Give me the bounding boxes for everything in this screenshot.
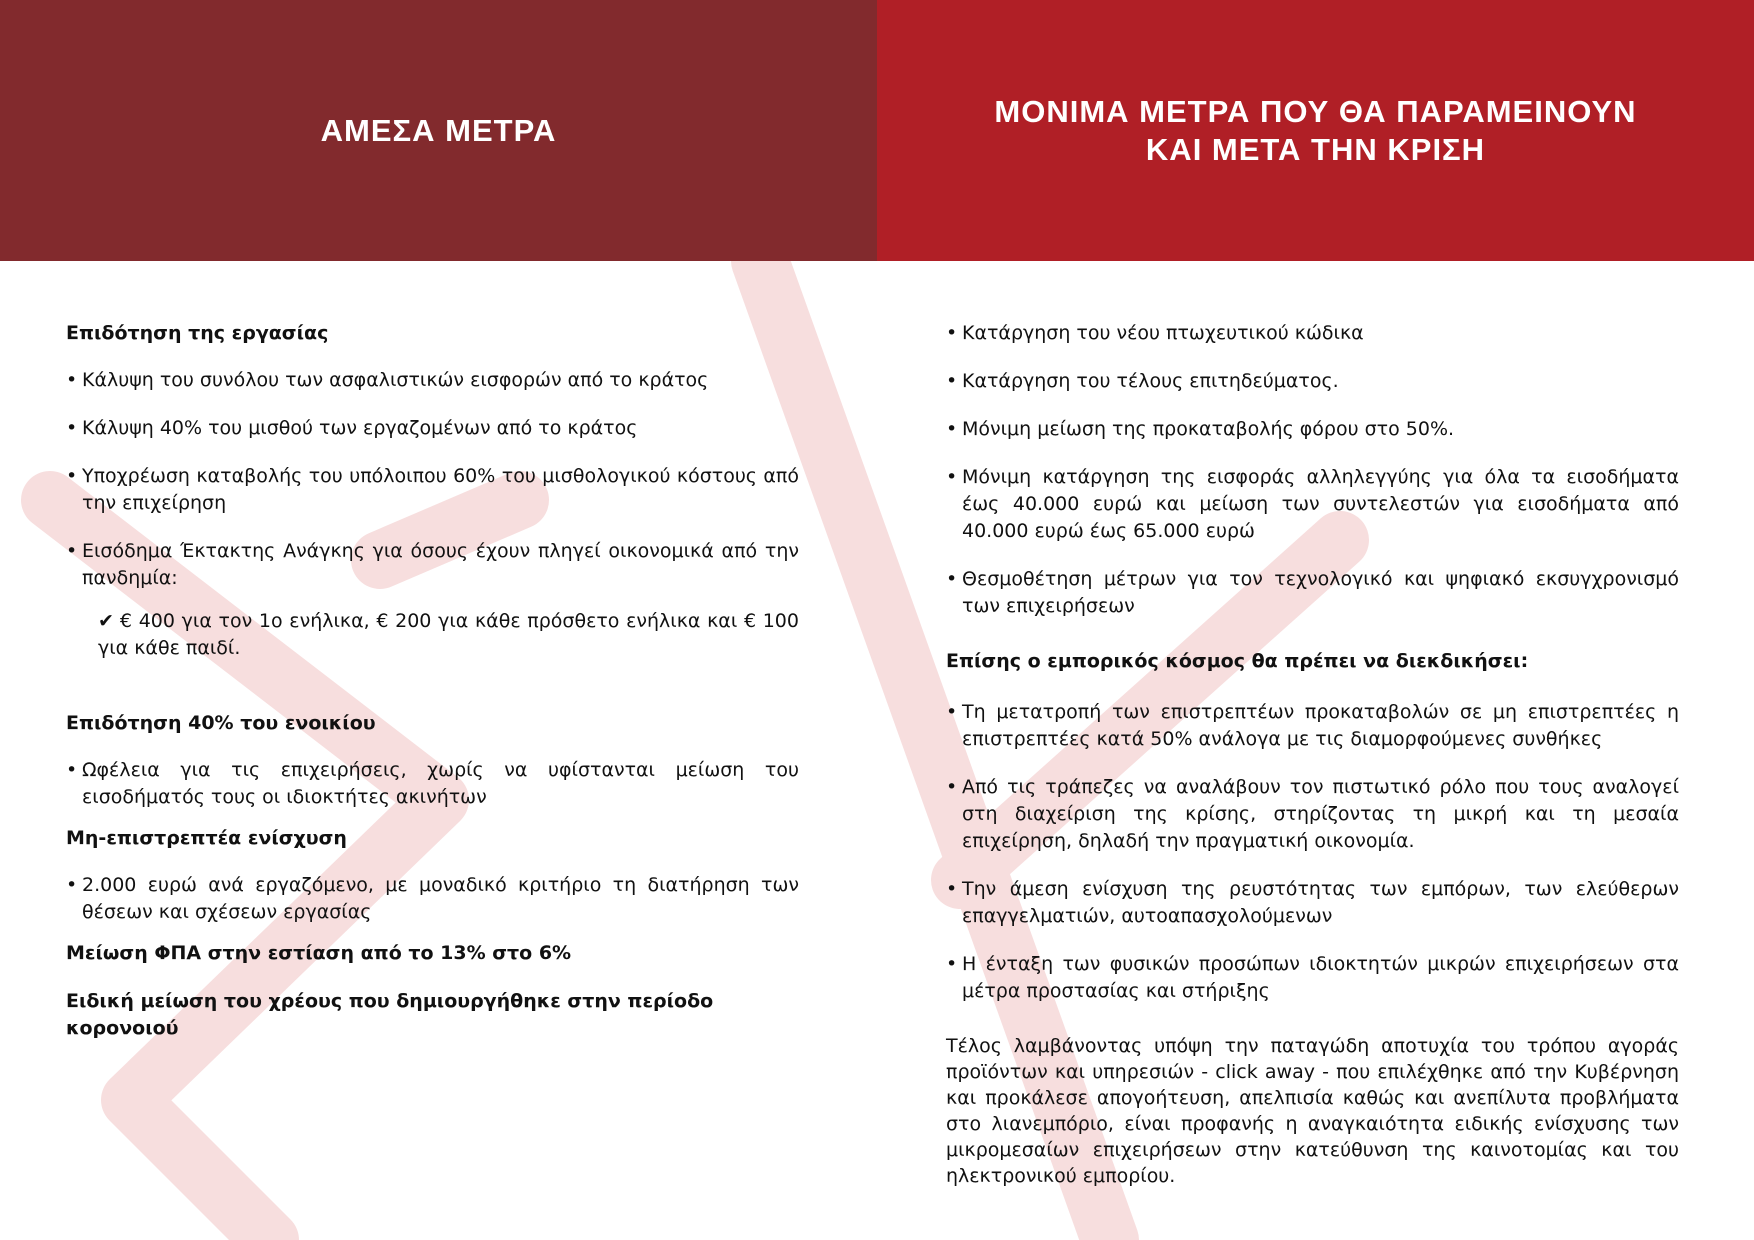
header-left [0,0,877,261]
list-item: • Η ένταξη των φυσικών προσώπων ιδιοκτητών μικρών επιχειρήσεων στα μέτρα προστασίας και στήριξης [946,951,1679,1005]
list-item: • Θεσμοθέτηση μέτρων για τον τεχνολογικό και ψηφιακό εκσυγχρονισμό των επιχειρήσεων [946,566,1679,620]
list-item: • Μόνιμη κατάργηση της εισφοράς αλληλεγγύης για όλα τα εισοδήματα έως 40.000 ευρώ και μείωση των συντελεστών για εισοδήματα από 40.000 ευρώ έως 65.000 ευρώ [946,464,1679,545]
list-item: • Την άμεση ενίσχυση της ρευστότητας των εμπόρων, των ελεύθερων επαγγελματιών, αυτοαπασχολούμενων [946,876,1679,930]
list-item: • Κατάργηση του νέου πτωχευτικού κώδικα [946,320,1679,347]
list-item: • Από τις τράπεζες να αναλάβουν τον πιστωτικό ρόλο που τους αναλογεί στη διαχείριση της κρίσης, στηρίζοντας τη μικρή και τη μεσαία επιχείρηση, δηλαδή την πραγματική οικονομία. [946,774,1679,855]
list-item: • Κάλυψη του συνόλου των ασφαλιστικών εισφορών από το κράτος [66,367,799,394]
right-column [946,320,1679,1189]
left-column [66,320,799,1062]
list-item: • Υποχρέωση καταβολής του υπόλοιπου 60% του μισθολογικού κόστους από την επιχείρηση [66,463,799,517]
check-item-text: € 400 για τον 1ο ενήλικα, € 200 για κάθε πρόσθετο ενήλικα και € 100 για κάθε παιδί. [98,610,799,659]
list-item: • Εισόδημα Έκτακτης Ανάγκης για όσους έχουν πληγεί οικονομικά από την πανδημία: [66,538,799,592]
right-header-title [994,93,1636,169]
closing-paragraph: Τέλος λαμβάνοντας υπόψη την παταγώδη αποτυχία του τρόπου αγοράς προϊόντων και υπηρεσιών - click away - που επιλέχθηκε από την Κυβέρνηση και προκάλεσε απογοήτευση, απελπισία καθώς και ανεπίλυτα προβλήματα στο λιανεμπόριο, είναι προφανής η αναγκαιότητα ειδικής ενίσχυσης των μικρομεσαίων επιχειρήσεων στην κατεύθυνση της καινοτομίας και του ηλεκτρονικού εμπορίου. [946,1035,1679,1187]
list-item: • Τη μετατροπή των επιστρεπτέων προκαταβολών σε μη επιστρεπτέες η επιστρεπτέες κατά 50% ανάλογα με τις διαμορφούμενες συνθήκες [946,699,1679,753]
section-heading-debt: Ειδική μείωση του χρέους που δημιουργήθηκε στην περίοδο κορονοιού [66,990,714,1039]
list-item: • Ωφέλεια για τις επιχειρήσεις, χωρίς να υφίστανται μείωση του εισοδήματός τους οι ιδιοκτήτες ακινήτων [66,757,799,811]
section-heading-grant: Μη-επιστρεπτέα ενίσχυση [66,827,347,849]
section-heading-claims: Επίσης ο εμπορικός κόσμος θα πρέπει να διεκδικήσει: [946,650,1529,672]
check-list-item [82,608,799,662]
right-header-title-line2: ΚΑΙ ΜΕΤΑ ΤΗΝ ΚΡΙΣΗ [1145,131,1486,167]
section-heading-rent-subsidy: Επιδότηση 40% του ενοικίου [66,712,376,734]
list-item: • Μόνιμη μείωση της προκαταβολής φόρου στο 50%. [946,416,1679,443]
section-heading-work-subsidy: Επιδότηση της εργασίας [66,322,329,344]
list-item: • Κάλυψη 40% του μισθού των εργαζομένων από το κράτος [66,415,799,442]
header-right [877,0,1754,261]
list-item: • 2.000 ευρώ ανά εργαζόμενο, με μοναδικό κριτήριο τη διατήρηση των θέσεων και σχέσεων εργασίας [66,872,799,926]
left-header-title: ΑΜΕΣΑ ΜΕΤΡΑ [320,112,557,148]
check-icon: ✔ [98,610,114,632]
list-item: • Κατάργηση του τέλους επιτηδεύματος. [946,368,1679,395]
section-heading-vat: Μείωση ΦΠΑ στην εστίαση από το 13% στο 6% [66,942,572,964]
right-header-title-line1: ΜΟΝΙΜΑ ΜΕΤΡΑ ΠΟΥ ΘΑ ΠΑΡΑΜΕΙΝΟΥΝ [994,93,1637,129]
